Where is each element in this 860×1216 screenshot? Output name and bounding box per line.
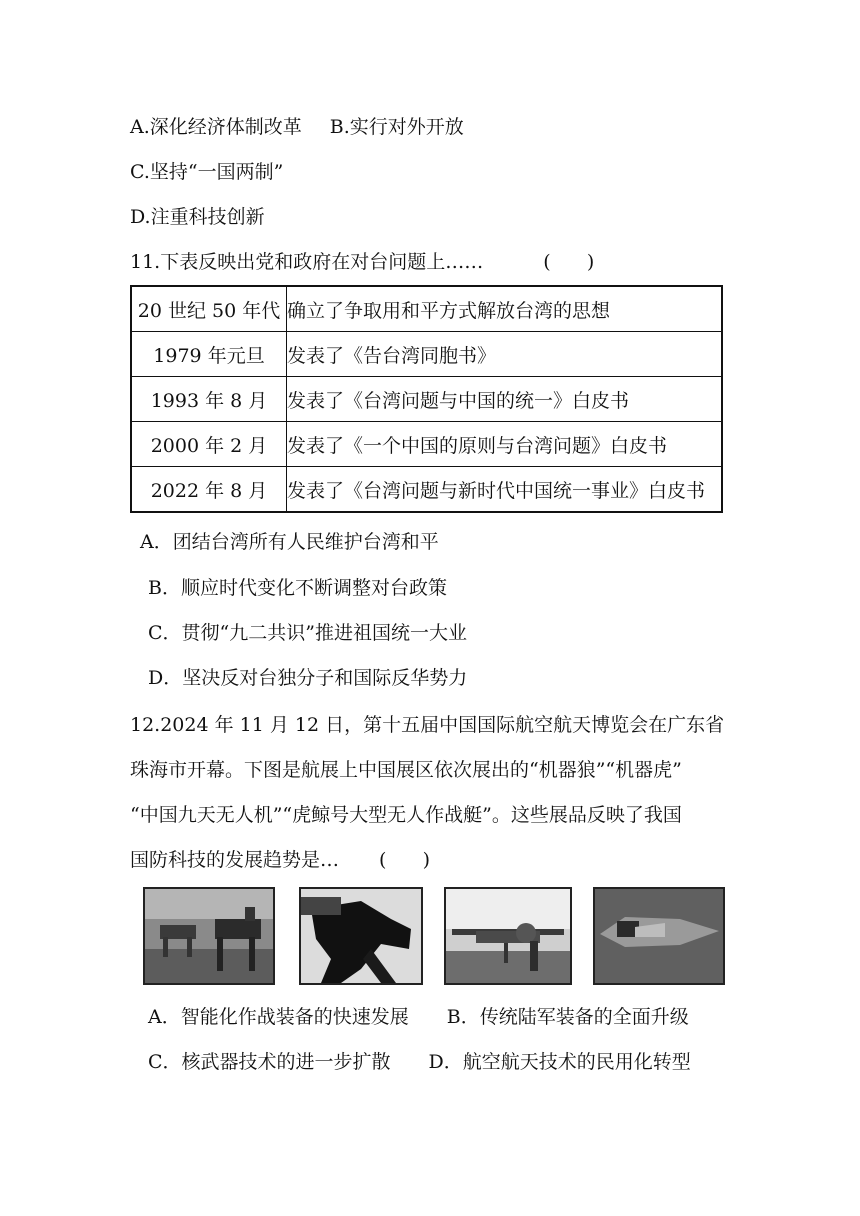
table-row	[131, 422, 722, 467]
q12-option-row-1	[148, 1003, 689, 1031]
q11-stem-line	[130, 248, 594, 276]
table-row	[131, 332, 722, 377]
q12-option-a: A．智能化作战装备的快速发展	[148, 1006, 409, 1028]
table-row	[131, 377, 722, 422]
table-cell-event: 发表了《告台湾同胞书》	[287, 332, 723, 377]
jiutian-drone-photo	[444, 887, 572, 985]
q11-option-b: B．顺应时代变化不断调整对台政策	[148, 577, 447, 599]
q11-option-a: A．团结台湾所有人民维护台湾和平	[140, 531, 439, 553]
q11-stem: 11.下表反映出党和政府在对台问题上……	[130, 251, 484, 273]
table-cell-date: 2022 年 8 月	[131, 467, 287, 513]
q10-option-row-1	[130, 113, 464, 141]
q12-stem-line-4	[130, 846, 430, 874]
table-cell-date: 2000 年 2 月	[131, 422, 287, 467]
robot-wolf-photo	[143, 887, 275, 985]
q10-option-a: A.深化经济体制改革	[130, 116, 302, 138]
q12-stem-end: 国防科技的发展趋势是…	[130, 849, 340, 871]
q10-option-b: B.实行对外开放	[329, 116, 464, 138]
q12-exhibit-photos	[0, 887, 860, 983]
q12-stem-line-3: “中国九天无人机”“虎鲸号大型无人作战艇”。这些展品反映了我国	[130, 804, 682, 826]
q12-option-c: C．核武器技术的进一步扩散	[148, 1051, 391, 1073]
table-cell-event: 发表了《台湾问题与中国的统一》白皮书	[287, 377, 723, 422]
q12-answer-bracket: ( )	[379, 849, 431, 871]
q11-option-c: C．贯彻“九二共识”推进祖国统一大业	[148, 622, 467, 644]
q11-answer-bracket: ( )	[543, 251, 595, 273]
table-row	[131, 286, 722, 332]
orca-drone-boat-photo	[593, 887, 725, 985]
q11-table	[130, 285, 723, 513]
q10-option-d: D.注重科技创新	[130, 206, 265, 228]
q12-option-row-2	[148, 1048, 691, 1076]
q12-stem-line-2: 珠海市开幕。下图是航展上中国展区依次展出的“机器狼”“机器虎”	[130, 759, 682, 781]
q12-stem-line-1: 12.2024 年 11 月 12 日，第十五届中国国际航空航天博览会在广东省	[130, 714, 725, 736]
robot-tiger-photo	[299, 887, 423, 985]
q10-option-c: C.坚持“一国两制”	[130, 161, 284, 183]
table-cell-event: 发表了《一个中国的原则与台湾问题》白皮书	[287, 422, 723, 467]
table-cell-date: 1993 年 8 月	[131, 377, 287, 422]
table-cell-date: 1979 年元旦	[131, 332, 287, 377]
table-cell-date: 20 世纪 50 年代	[131, 286, 287, 332]
q11-option-d: D．坚决反对台独分子和国际反华势力	[148, 667, 468, 689]
table-row	[131, 467, 722, 513]
q12-option-d: D．航空航天技术的民用化转型	[428, 1051, 691, 1073]
q12-option-b: B．传统陆军装备的全面升级	[446, 1006, 689, 1028]
table-cell-event: 发表了《台湾问题与新时代中国统一事业》白皮书	[287, 467, 723, 513]
table-cell-event: 确立了争取用和平方式解放台湾的思想	[287, 286, 723, 332]
